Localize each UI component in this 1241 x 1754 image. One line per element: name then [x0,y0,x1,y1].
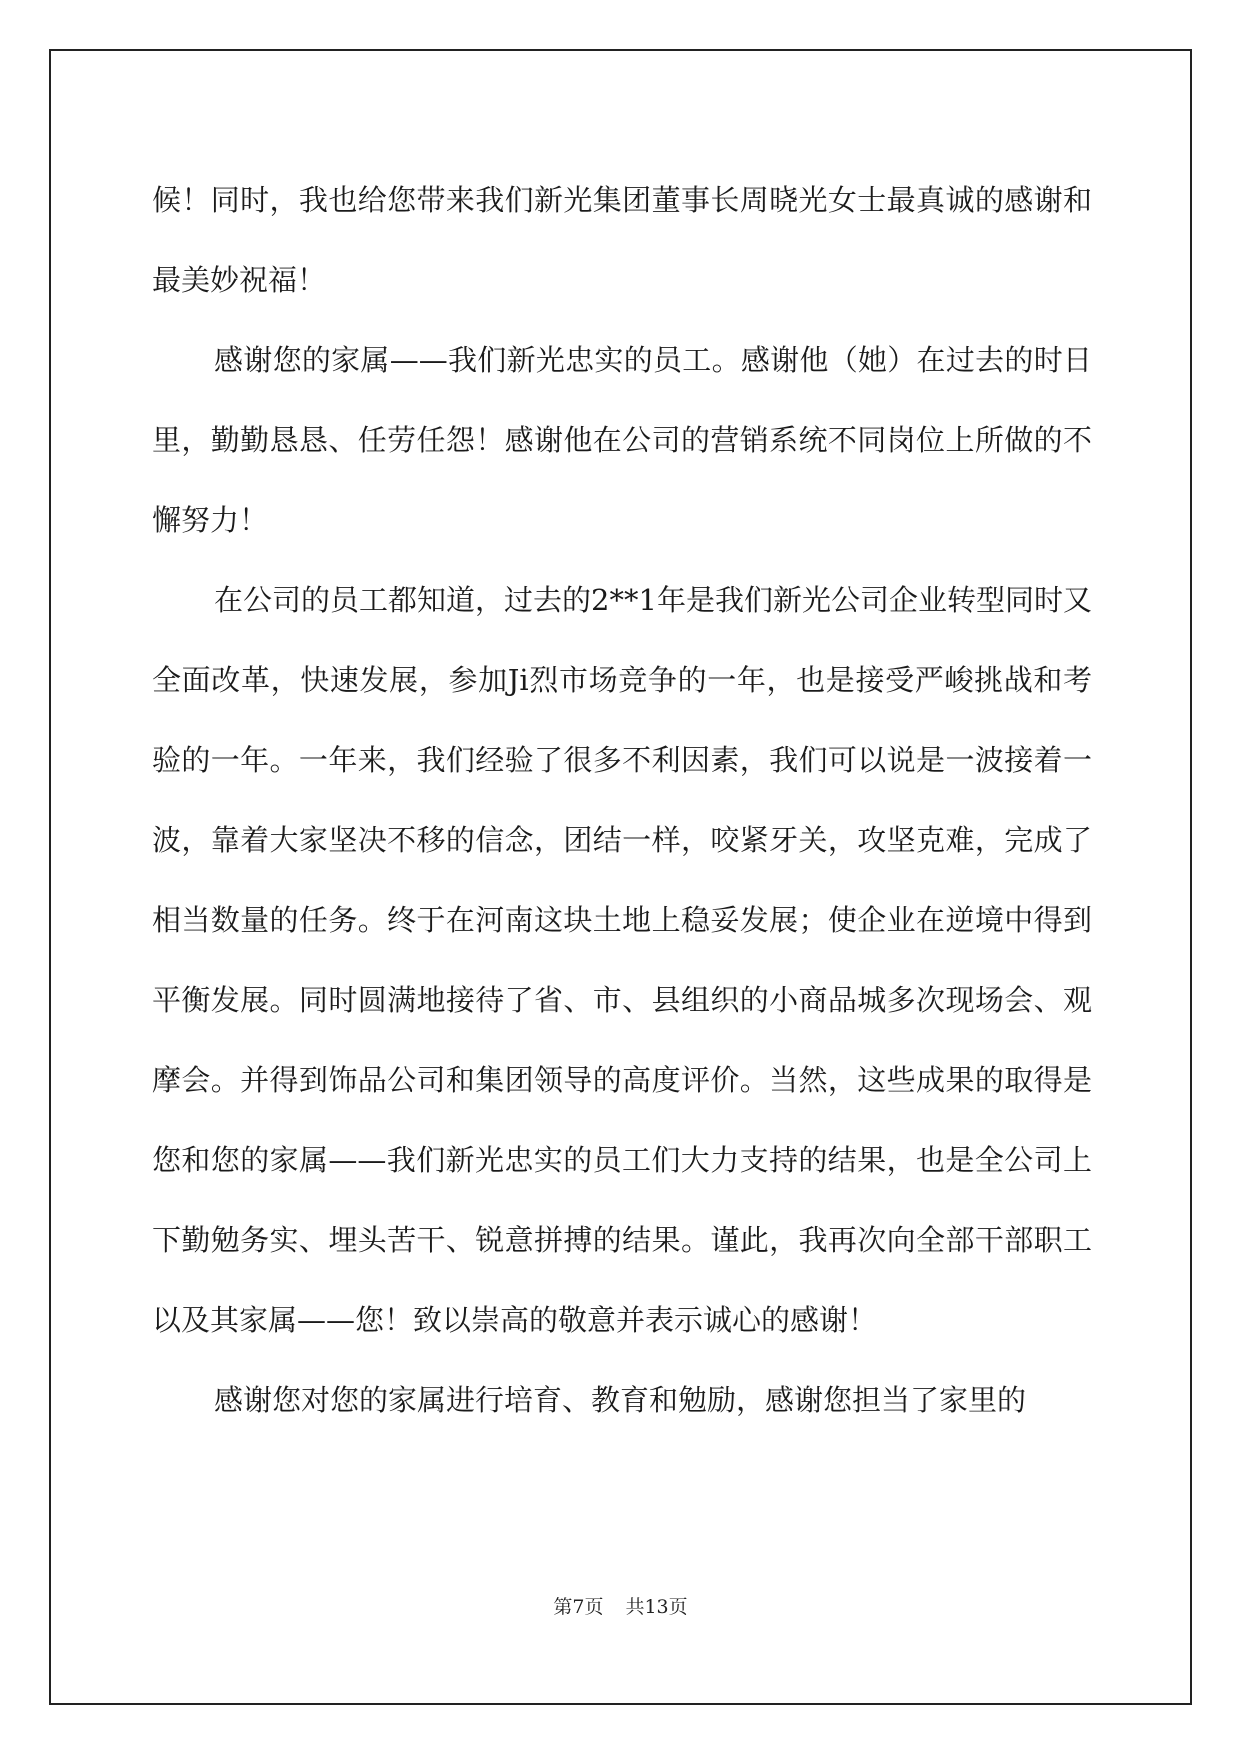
paragraph-3: 在公司的员工都知道，过去的2**1年是我们新光公司企业转型同时又全面改革，快速发展，参加Ji烈市场竞争的一年，也是接受严峻挑战和考验的一年。一年来，我们经验了很多不利因素，我们可以说是一波接着一波，靠着大家坚决不移的信念，团结一样，咬紧牙关，攻坚克难，完成了相当数量的任务。终于在河南这块土地上稳妥发展；使企业在逆境中得到平衡发展。同时圆满地接待了省、市、县组织的小商品城多次现场会、观摩会。并得到饰品公司和集团领导的高度评价。当然，这些成果的取得是您和您的家属——我们新光忠实的员工们大力支持的结果，也是全公司上下勤勉务实、埋头苦干、锐意拼搏的结果。谨此，我再次向全部干部职工以及其家属——您！致以崇高的敬意并表示诚心的感谢！ [152,583,1092,1337]
paragraph-4: 感谢您对您的家属进行培育、教育和勉励，感谢您担当了家里的 [214,1383,1027,1417]
page-number: 第7页 [553,1596,604,1618]
paragraph-2: 感谢您的家属——我们新光忠实的员工。感谢他（她）在过去的时日里，勤勤恳恳、任劳任怨！感谢他在公司的营销系统不同岗位上所做的不懈努力！ [152,343,1092,537]
paragraph-1: 候！同时，我也给您带来我们新光集团董事长周晓光女士最真诚的感谢和最美妙祝福！ [152,183,1092,297]
page-total: 共13页 [625,1596,688,1618]
page-footer [0,1592,1241,1619]
document-body [152,160,1092,1440]
